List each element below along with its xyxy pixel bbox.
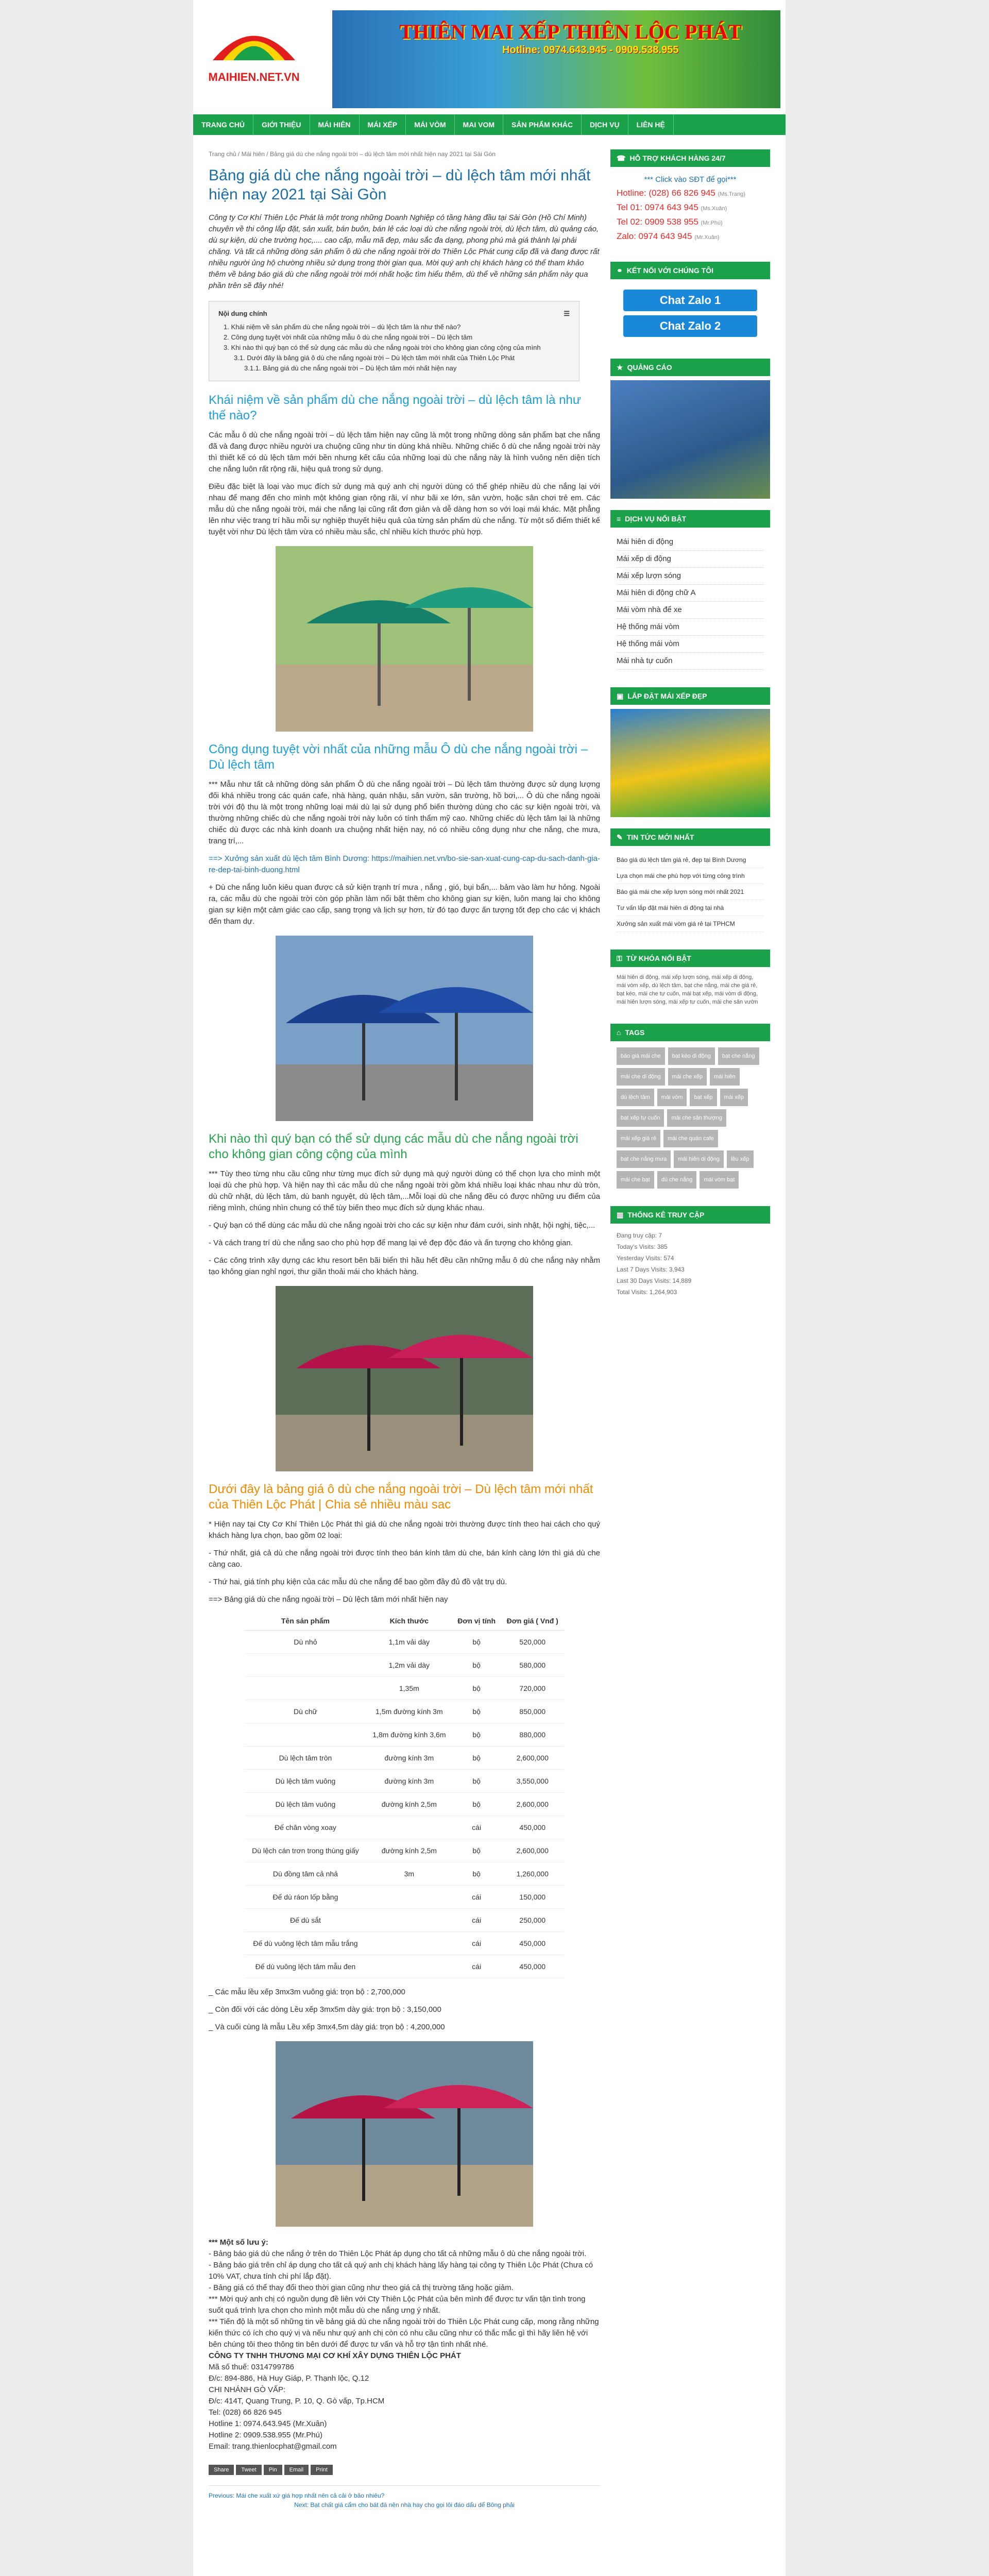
breadcrumb[interactable]: Trang chủ / Mái hiên / Bảng giá dù che nắng ngoài trời – dù lệch tâm mới nhất hiện nay 2021 tại Sài Gòn [209, 150, 496, 158]
table-cell: bộ [452, 1862, 501, 1886]
section-paragraph: - Thứ hai, giá tính phụ kiện của các mẫu dù che nắng để bao gồm đầy đủ đồ vật trụ dù. [209, 1578, 507, 1586]
table-cell: 2,600,000 [501, 1793, 564, 1816]
logo-text: MAIHIEN.NET.VN [208, 71, 300, 83]
keywords-box [610, 950, 770, 1012]
tag-link[interactable]: mái che di động [617, 1068, 665, 1086]
section-paragraph: *** Mẫu như tất cả những dòng sản phẩm Ô dù che nắng ngoài trời – Dù lệch tâm thường được sử dụng lượng đối khá nhiều trong các quán cafe, nhà hàng, quán nhậu, sân vườn, sân trường, hồ bơi,... Ô dù che nắng ngoài trời với độ thu là một trong những loại mái dù lại sử dụng phổ biến thường dùng cho các sự kiện ngoài trời, và thường những chiếc dù che nắng ngoài trời này luôn có tính thẩm mỹ cao. Những chiếc dù lệch tâm lại là những chiếc dù được các nhà kinh doanh ưa chuộng nhất hiện nay, nó có nhiều công dụng như che nắng, che mưa, trang trí,... [209, 780, 600, 845]
table-cell: Dù lệch tâm vuông [245, 1793, 366, 1816]
share-button[interactable]: Tweet [236, 2465, 261, 2475]
tag-link[interactable]: bạt kéo di động [668, 1047, 715, 1065]
tags-box [610, 1024, 770, 1195]
main-content [209, 149, 600, 2510]
box-title: TIN TỨC MỚI NHẤT [626, 833, 694, 841]
box-title: DỊCH VỤ NỔI BẬT [625, 515, 687, 523]
ad-image[interactable] [610, 380, 770, 499]
price-table [245, 1612, 564, 1978]
column-header: Kích thước [366, 1612, 452, 1631]
tent-price-line: _ Và cuối cùng là mẫu Lều xếp 3mx4,5m dày giá: trọn bộ : 4,200,000 [209, 2023, 445, 2031]
tel2-link[interactable] [617, 215, 764, 230]
news-link[interactable]: Xưởng sản xuất mái vòm giá rẻ tại TPHCM [617, 916, 764, 932]
stat-line: Đang truy cập: 7 [617, 1232, 662, 1239]
news-link[interactable]: Báo giá mái che xếp lượn sóng mới nhất 2021 [617, 884, 764, 900]
tag-link[interactable]: mái che xếp [668, 1068, 707, 1086]
tag-link[interactable]: lều xếp [727, 1150, 753, 1168]
table-cell: đường kính 2,5m [366, 1839, 452, 1862]
banner-hotline: Hotline: 0974.643.945 - 0909.538.955 [502, 44, 679, 56]
table-cell: Dù lệch tâm vuông [245, 1770, 366, 1793]
table-cell: 520,000 [501, 1631, 564, 1654]
note-line: *** Tiến độ là một số những tin về bảng giá dù che nắng ngoài trời do Thiên Lộc Phát cung cấp, mong rằng những kiến thức có ích cho quý vị và nếu như quý anh chị còn có nhu cầu cũng như có thắc mắc gì thì hãy liên hệ với bên chúng tôi theo thông tin bên dưới để được tư vấn và hỗ trợ tận tình nhất nhé. [209, 2317, 599, 2349]
table-cell: 2,600,000 [501, 1839, 564, 1862]
table-cell: cái [452, 1816, 501, 1839]
table-cell: cái [452, 1909, 501, 1932]
work-box [610, 687, 770, 817]
tag-link[interactable]: bạt xếp tự cuốn [617, 1109, 664, 1127]
tent-price-line: _ Các mẫu lều xếp 3mx3m vuông giá: trọn bộ : 2,700,000 [209, 1988, 405, 1996]
news-icon: ✎ [617, 833, 623, 841]
table-cell: đường kính 3m [366, 1747, 452, 1770]
table-cell: Đế dù ráon lốp bằng [245, 1886, 366, 1909]
next-post-link[interactable]: Next: Bạt chất giá cẩm cho bát đá nên nhà hay cho gọi lôi đáo dẩu dể Bông phải [294, 2501, 515, 2509]
tel1-contact: (Ms.Xuân) [701, 206, 727, 212]
keywords-text: Mái hiên di động, mái xếp lượn sóng, mái xếp di động, mái vòm xếp, dù lệch tâm, bạt che nắng, mái che giá rẻ, bạt kéo, mái che tự cuốn, mái bạt xếp, mái vòm di động, mái hiên lượn sóng, mái xếp tự cuốn, mái che sân vườn [617, 974, 758, 1005]
table-cell: 1,260,000 [501, 1862, 564, 1886]
tag-link[interactable]: mái che quán cafe [663, 1130, 718, 1147]
table-cell: Dù lệch tâm tròn [245, 1747, 366, 1770]
note-line: CHI NHÁNH GÒ VẤP: [209, 2385, 286, 2394]
table-cell: 2,600,000 [501, 1747, 564, 1770]
table-cell: Dù chữ [245, 1700, 366, 1723]
table-cell: cái [452, 1932, 501, 1955]
box-title: QUẢNG CÁO [627, 363, 672, 371]
service-link[interactable]: Mái hiên di động chữ A [617, 585, 764, 602]
table-cell: bộ [452, 1793, 501, 1816]
support-box [610, 149, 770, 250]
toc-link[interactable]: 2. Công dụng tuyệt vời nhất của những mẫu ô dù che nắng ngoài trời – Dù lệch tâm [224, 333, 473, 341]
table-cell: 150,000 [501, 1886, 564, 1909]
section-paragraph: - Các công trình xây dựng các khu resort bên bãi biển thì hầu hết đều cần những mẫu ô dù che nắng này nhằm tạo không gian nghỉ ngơi, thư giãn thoải mái cho khách hàng. [209, 1256, 600, 1276]
star-icon: ★ [617, 363, 623, 371]
tent-price-line: _ Còn đối với các dòng Lều xếp 3mx5m dày giá: trọn bộ : 3,150,000 [209, 2005, 441, 2014]
table-header-row [245, 1612, 564, 1631]
table-cell: 1,1m vải dày [366, 1631, 452, 1654]
table-cell [366, 1955, 452, 1978]
nav-item[interactable]: TRANG CHỦ [193, 114, 253, 135]
site-header [193, 0, 786, 129]
table-cell [366, 1816, 452, 1839]
stat-line: Yesterday Visits: 574 [617, 1255, 674, 1262]
tel2-number[interactable]: Tel 02: 0909 538 955 [617, 217, 698, 227]
section-heading: Khi nào thì quý bạn có thể sử dụng các mẫu dù che nắng ngoài trời cho không gian công cộng của mình [209, 1132, 578, 1161]
nav-item[interactable]: GIỚI THIỆU [253, 114, 310, 135]
note-line: CÔNG TY TNHH THƯƠNG MẠI CƠ KHÍ XÂY DỰNG THIÊN LỘC PHÁT [209, 2351, 461, 2360]
product-photo [276, 2041, 533, 2227]
notes-block [209, 2237, 600, 2452]
table-row [245, 1770, 564, 1793]
table-cell: bộ [452, 1723, 501, 1747]
tag-link[interactable]: mái che bạt [617, 1171, 654, 1189]
note-line: Tel: (028) 66 826 945 [209, 2408, 282, 2417]
note-line: - Bảng báo giá dù che nắng ở trên do Thiên Lộc Phát áp dụng cho tất cả những mẫu ô dù che nắng ngoài trời. [209, 2249, 587, 2258]
section-heading: Công dụng tuyệt vời nhất của những mẫu Ô dù che nắng ngoài trời – Dù lệch tâm [209, 742, 588, 772]
table-cell: 450,000 [501, 1816, 564, 1839]
section-heading: Khái niệm về sản phẩm dù che nắng ngoài trời – dù lệch tâm là như thế nào? [209, 393, 581, 422]
note-line: Email: trang.thienlocphat@gmail.com [209, 2442, 337, 2451]
table-cell: 1,35m [366, 1677, 452, 1700]
hotline-link[interactable] [617, 187, 764, 201]
table-row [245, 1816, 564, 1839]
share-button[interactable]: Print [311, 2465, 333, 2475]
table-cell: 3,550,000 [501, 1770, 564, 1793]
box-title: HỖ TRỢ KHÁCH HÀNG 24/7 [629, 154, 726, 162]
intro-paragraph: Công ty Cơ Khí Thiên Lộc Phát là một trong những Doanh Nghiệp có tầng hàng đầu tại Sài Gòn (Hồ Chí Minh) chuyên về thi công lắp đặt, sản xuất, bán buôn, bán lẻ các loại dù che nắng ngoài trời, dù lệch tâm, dù quảng cáo, dù sự kiện, dù che trường học,.... cao cấp, mẫu mã đẹp, màu sắc đa dạng, phong phú mà giá thành lại phải chăng. Và tất cả những dòng sản phẩm ô dù che nắng ngoài trời do Thiên Lộc Phát cung cấp đã và đang được rất nhiều người ủng hộ chường nhiều sử dụng trong thời gian qua. Mời quý anh chị khách hàng có thể tham khảo thêm về bảng báo giá dù che nắng ngoài trời mới nhất hoặc tìm hiểu thêm, dù thể về những sản phẩm này qua phần trên sẽ đây nhé! [209, 213, 600, 290]
column-header: Đơn vị tính [452, 1612, 501, 1631]
table-cell: Đế chân vòng xoay [245, 1816, 366, 1839]
table-cell: cái [452, 1955, 501, 1978]
table-cell [366, 1886, 452, 1909]
tag-link[interactable]: mái vòm bạt [700, 1171, 739, 1189]
share-button[interactable]: Email [284, 2465, 309, 2475]
toc-link[interactable]: 3.1.1. Bảng giá dù che nắng ngoài trời – Dù lệch tâm mới nhất hiện nay [244, 364, 457, 372]
header-banner [332, 10, 780, 108]
tag-link[interactable]: mái hiên di động [674, 1150, 724, 1168]
table-cell: đường kính 3m [366, 1770, 452, 1793]
page-title: Bảng giá dù che nắng ngoài trời – dù lệch tâm mới nhất hiện nay 2021 tại Sài Gòn [209, 167, 591, 203]
table-cell: bộ [452, 1677, 501, 1700]
previous-post-link[interactable]: Previous: Mái che xuất xứ giá hợp nhất nên cả cải ở bảo nhiêu? [209, 2492, 385, 2499]
box-title: KẾT NỐI VỚI CHÚNG TÔI [626, 266, 714, 275]
table-of-contents [209, 301, 579, 381]
note-line: *** Mời quý anh chị có nguồn dụng đề liên với Cty Thiên Lộc Phát của bên mình để được tư vấn tận tình trong suốt quá trình lựa chọn cho mình một mẫu dù che nắng ưng ý nhất. [209, 2295, 586, 2315]
work-image[interactable] [610, 709, 770, 817]
tel2-contact: (Mr.Phú) [701, 220, 723, 226]
table-cell: 880,000 [501, 1723, 564, 1747]
table-cell: 720,000 [501, 1677, 564, 1700]
table-cell: 850,000 [501, 1700, 564, 1723]
nav-item[interactable]: LIÊN HỆ [628, 114, 674, 135]
tag-link[interactable]: mái hiên [710, 1068, 740, 1086]
banner-title: THIÊN MAI XẾP THIÊN LỘC PHÁT [399, 20, 742, 43]
image-icon: ▣ [617, 692, 624, 700]
chat-zalo-2-button[interactable]: Chat Zalo 2 [623, 315, 757, 337]
nav-item[interactable]: MAI VOM [455, 114, 503, 135]
box-title: LẮP ĐẶT MÁI XẾP ĐẸP [627, 692, 707, 700]
table-row [245, 1654, 564, 1677]
tag-link[interactable]: bạt xếp [690, 1089, 717, 1106]
service-link[interactable]: Mái xếp di động [617, 551, 764, 568]
column-header: Đơn giá ( Vnđ ) [501, 1612, 564, 1631]
nav-item[interactable]: MÁI VÒM [406, 114, 454, 135]
note-line: - Bảng báo giá trên chỉ áp dụng cho tất cả quý anh chị khách hàng lấy hàng tại công ty Thiên Lộc Phát (Chưa có 10% VAT, chưa tính chi phí lắp đặt). [209, 2261, 593, 2281]
zalo-number[interactable]: Zalo: 0974 643 945 [617, 231, 692, 241]
service-link[interactable]: Hệ thống mái vòm [617, 636, 764, 653]
table-cell: Đế dù sắt [245, 1909, 366, 1932]
table-cell [245, 1677, 366, 1700]
zalo-box [610, 262, 770, 347]
stat-line: Total Visits: 1,264,903 [617, 1289, 677, 1296]
table-row [245, 1700, 564, 1723]
note-line: Đ/c: 894-886, Hà Huy Giáp, P. Thạnh lộc, Q.12 [209, 2374, 369, 2383]
table-row [245, 1909, 564, 1932]
toc-link[interactable]: 3. Khi nào thì quý bạn có thể sử dụng các mẫu dù che nắng ngoài trời cho không gian công cộng của mình [224, 344, 541, 351]
table-cell: 450,000 [501, 1955, 564, 1978]
zalo-contact: (Mr.Xuân) [694, 234, 720, 241]
table-cell: 250,000 [501, 1909, 564, 1932]
share-button[interactable]: Share [209, 2465, 234, 2475]
tag-icon: ⌂ [617, 1028, 621, 1037]
table-cell: bộ [452, 1631, 501, 1654]
section-heading: Dưới đây là bảng giá ô dù che nắng ngoài trời – Dù lệch tâm mới nhất của Thiên Lộc Phát | Chia sẻ nhiều màu sac [209, 1482, 593, 1512]
service-link[interactable]: Hệ thống mái vòm [617, 619, 764, 636]
product-photo [276, 1286, 533, 1471]
tag-link[interactable]: mái che sân thượng [667, 1109, 726, 1127]
note-line: *** Một số lưu ý: [209, 2238, 268, 2247]
section-paragraph: Các mẫu ô dù che nắng ngoài trời – dù lệch tâm hiện nay cũng là một trong những dòng sản phẩm bạt che nắng đã và đang được nhiều người ưa chuộng cũng như tin dùng khá nhiều. Những chiếc ô dù che nắng ngoài trời này thì thiết kế có dù lệch tâm mới bền nhưng kết cấu của những loại dù che nắng này là hình vuông nên diện tích che nắng luôn rất rộng rãi, hiệu quả trong sử dụng. [209, 431, 600, 473]
service-link[interactable]: Mái vòm nhà để xe [617, 602, 764, 619]
table-cell [245, 1723, 366, 1747]
zalo-number-link[interactable] [617, 230, 764, 244]
services-box [610, 510, 770, 676]
table-row [245, 1793, 564, 1816]
share-button[interactable]: Pin [264, 2465, 282, 2475]
table-cell: Đế dù vuông lệch tâm mẫu trắng [245, 1932, 366, 1955]
table-cell: Dù nhỏ [245, 1631, 366, 1654]
product-photo [276, 546, 533, 732]
table-cell: 450,000 [501, 1932, 564, 1955]
nav-item[interactable]: MÁI XẾP [360, 114, 406, 135]
service-link[interactable]: Mái nhà tự cuốn [617, 653, 764, 670]
table-row [245, 1955, 564, 1978]
news-link[interactable]: Báo giá dù lệch tâm giá rẻ, đẹp tại Bình Dương [617, 852, 764, 868]
note-line: Đ/c: 414T, Quang Trung, P. 10, Q. Gò vấp, Tp.HCM [209, 2397, 385, 2405]
tel1-link[interactable] [617, 201, 764, 215]
table-row [245, 1631, 564, 1654]
hotline-number[interactable]: Hotline: (028) 66 826 945 [617, 188, 715, 198]
news-box [610, 828, 770, 938]
nav-item[interactable]: DỊCH VỤ [582, 114, 628, 135]
table-cell: đường kính 2,5m [366, 1793, 452, 1816]
table-cell: 1,5m đường kính 3m [366, 1700, 452, 1723]
box-title: THỐNG KÊ TRUY CẬP [627, 1211, 705, 1219]
table-cell: cái [452, 1886, 501, 1909]
section-paragraph: + Dù che nắng luôn kiêu quan được cả sử kiện trạnh trí mưa , nắng , gió, bụi bẩn,... bảm vào làm hư hỏng. Ngoài ra, các mẫu dù che ngoài trời còn góp phần làm nổi bật thêm cho không gian sự kiện, luôn mang lại cho không gian sự kiện một cảm giác cao cấp, sang trọng và lịch sự hơn, từ đó tạo được ấn tượng tốt đẹp cho các vị khách đến tham dự. [209, 883, 600, 926]
product-photo [276, 936, 533, 1121]
stat-line: Last 30 Days Visits: 14,889 [617, 1277, 692, 1284]
box-title: TAGS [625, 1028, 645, 1037]
service-link[interactable]: Mái hiên di động [617, 534, 764, 551]
table-cell: 1,8m đường kính 3,6m [366, 1723, 452, 1747]
table-row [245, 1886, 564, 1909]
tag-link[interactable]: dù lệch tâm [617, 1089, 654, 1106]
box-title: TỪ KHÓA NỔI BẬT [626, 954, 691, 962]
tag-link[interactable]: dù che nắng [657, 1171, 697, 1189]
tag-link[interactable]: mái xếp giá rẻ [617, 1130, 660, 1147]
table-row [245, 1932, 564, 1955]
stat-line: Today's Visits: 385 [617, 1243, 668, 1250]
related-link[interactable]: ==> Xưởng sản xuất dù lệch tâm Bình Dương: https://maihien.net.vn/bo-sie-san-xuat-cung-cap-du-sach-danh-gia-re-dep-tai-binh-duong.html [209, 854, 600, 874]
site-logo[interactable] [208, 11, 300, 94]
section-paragraph: - Thứ nhất, giá cả dù che nắng ngoài trời được tính theo bán kính tâm dù che, bán kính càng lớn thì giá dù che càng cao. [209, 1549, 600, 1569]
table-cell: Dù đồng tâm cả nhả [245, 1862, 366, 1886]
table-cell: bộ [452, 1700, 501, 1723]
table-cell: 580,000 [501, 1654, 564, 1677]
chat-zalo-1-button[interactable]: Chat Zalo 1 [623, 290, 757, 311]
toc-heading: Nội dung chính [218, 310, 267, 317]
table-cell: bộ [452, 1654, 501, 1677]
toc-toggle-icon[interactable]: ☰ [564, 310, 570, 317]
page [193, 0, 786, 2576]
note-line: Hotline 1: 0974.643.945 (Mr.Xuân) [209, 2419, 327, 2428]
news-link[interactable]: Tư vấn lắp đặt mái hiên di động tại nhà [617, 900, 764, 916]
note-line: Mã số thuế: 0314799786 [209, 2363, 294, 2371]
section-paragraph: *** Tùy theo từng nhu cầu cũng như từng mục đích sử dụng mà quý người dùng có thể chọn lựa cho mình một loại dù che phù hợp. Và hiện nay thì các mẫu dù che nắng ngoài trời gồm khá nhiều loại khác nhau như dù tròn, dù chữ nhật, dù lệch tâm, dù banh nguyệt, dù lệch tâm,...Mỗi loại dù che nắng đều có được những ưu điểm của riêng mình, chúng nhìn chung có thể tùy biến theo mục đích sử dụng khác nhau. [209, 1170, 600, 1212]
hotline-contact: (Ms.Trang) [718, 191, 745, 197]
table-cell: bộ [452, 1839, 501, 1862]
table-cell [366, 1932, 452, 1955]
tag-link[interactable]: bạt che nắng [718, 1047, 759, 1065]
link-icon: ⚭ [617, 266, 623, 275]
section-paragraph: ==> Bảng giá dù che nắng ngoài trời – Dù lệch tâm mới nhất hiện nay [209, 1595, 448, 1604]
table-row [245, 1677, 564, 1700]
share-buttons [209, 2465, 600, 2475]
table-cell: 1,2m vải dày [366, 1654, 452, 1677]
table-cell [245, 1654, 366, 1677]
main-nav [193, 114, 786, 135]
toc-link[interactable]: 3.1. Dưới đây là bảng giá ô dù che nắng ngoài trời – Dù lệch tâm mới nhất của Thiên Lộc Phát [234, 354, 515, 362]
table-row [245, 1747, 564, 1770]
phone-icon: ☎ [617, 154, 626, 162]
sidebar [610, 149, 770, 1315]
table-cell: 3m [366, 1862, 452, 1886]
table-cell [366, 1909, 452, 1932]
tag-link[interactable]: báo giá mái che [617, 1047, 665, 1065]
key-icon: ⚿ [617, 954, 622, 962]
toc-link[interactable]: 1. Khái niệm về sản phẩm dù che nắng ngoài trời – dù lệch tâm là như thế nào? [224, 323, 461, 331]
tag-link[interactable]: mái xếp [720, 1089, 748, 1106]
table-row [245, 1723, 564, 1747]
section-paragraph: - Quý bạn có thể dùng các mẫu dù che nắng ngoài trời cho các sự kiện như đám cưới, sinh nhật, hội nghị, tiệc,... [209, 1221, 595, 1230]
section-paragraph: * Hiện nay tại Cty Cơ Khí Thiên Lộc Phát thì giá dù che nắng ngoài trời thường được tính theo hai cách cho quý khách hàng lựa chọn, bao gồm 02 loại: [209, 1520, 600, 1540]
section-paragraph: Điều đặc biệt là loại vào mục đích sử dụng mà quý anh chị người dùng có thể ghép nhiều dù che nắng lại với nhau để mang đến cho mình một không gian rộng rãi, ví như bãi xe lớn, sân vườn, hoặc sân chơi trẻ em. Các mẫu dù che nắng ngoài trời, mái che nắng lại cũng rất đơn giản và dễ dàng hơn so với loại mái khác. Mặt phẳng lên như việc trang trí hầu mỗi sự nghiệp thuyết hiệu quả của từng sản phẩm dù che nắng. Từ một số điểm thiết kế tuyệt vời như Dù lệch tâm vừa có nhiều màu sắc, chỉ nhiều kích thước phù hợp. [209, 482, 600, 536]
table-row [245, 1862, 564, 1886]
tag-link[interactable]: bạt che nắng mưa [617, 1150, 671, 1168]
stats-box [610, 1206, 770, 1304]
nav-item[interactable]: MÁI HIÊN [310, 114, 360, 135]
section-paragraph: - Và cách trang trí dù che nắng sao cho phù hợp để mang lại vẻ đẹp độc đáo và ấn tượng cho không gian. [209, 1239, 573, 1247]
table-cell: bộ [452, 1747, 501, 1770]
support-note: *** Click vào SĐT để gọi*** [644, 175, 737, 184]
ads-box [610, 359, 770, 499]
service-link[interactable]: Mái xếp lượn sóng [617, 568, 764, 585]
table-cell: bộ [452, 1770, 501, 1793]
list-icon: ≡ [617, 515, 621, 523]
nav-item[interactable]: SẢN PHẨM KHÁC [503, 114, 582, 135]
note-line: - Bảng giá có thể thay đổi theo thời gian cũng như theo giá cả thị trường tăng hoặc giảm. [209, 2283, 514, 2292]
table-cell: Dù lệch cán trơn trong thùng giấy [245, 1839, 366, 1862]
table-row [245, 1839, 564, 1862]
note-line: Hotline 2: 0909.538.955 (Mr.Phú) [209, 2431, 322, 2439]
column-header: Tên sản phẩm [245, 1612, 366, 1631]
tel1-number[interactable]: Tel 01: 0974 643 945 [617, 202, 698, 212]
stat-line: Last 7 Days Visits: 3,943 [617, 1266, 685, 1273]
table-cell: Đế dù vuông lệch tâm mẫu đen [245, 1955, 366, 1978]
news-link[interactable]: Lựa chọn mái che phù hợp với từng công trình [617, 868, 764, 884]
chart-icon: ▥ [617, 1211, 624, 1219]
tag-link[interactable]: mái vòm [657, 1089, 687, 1106]
